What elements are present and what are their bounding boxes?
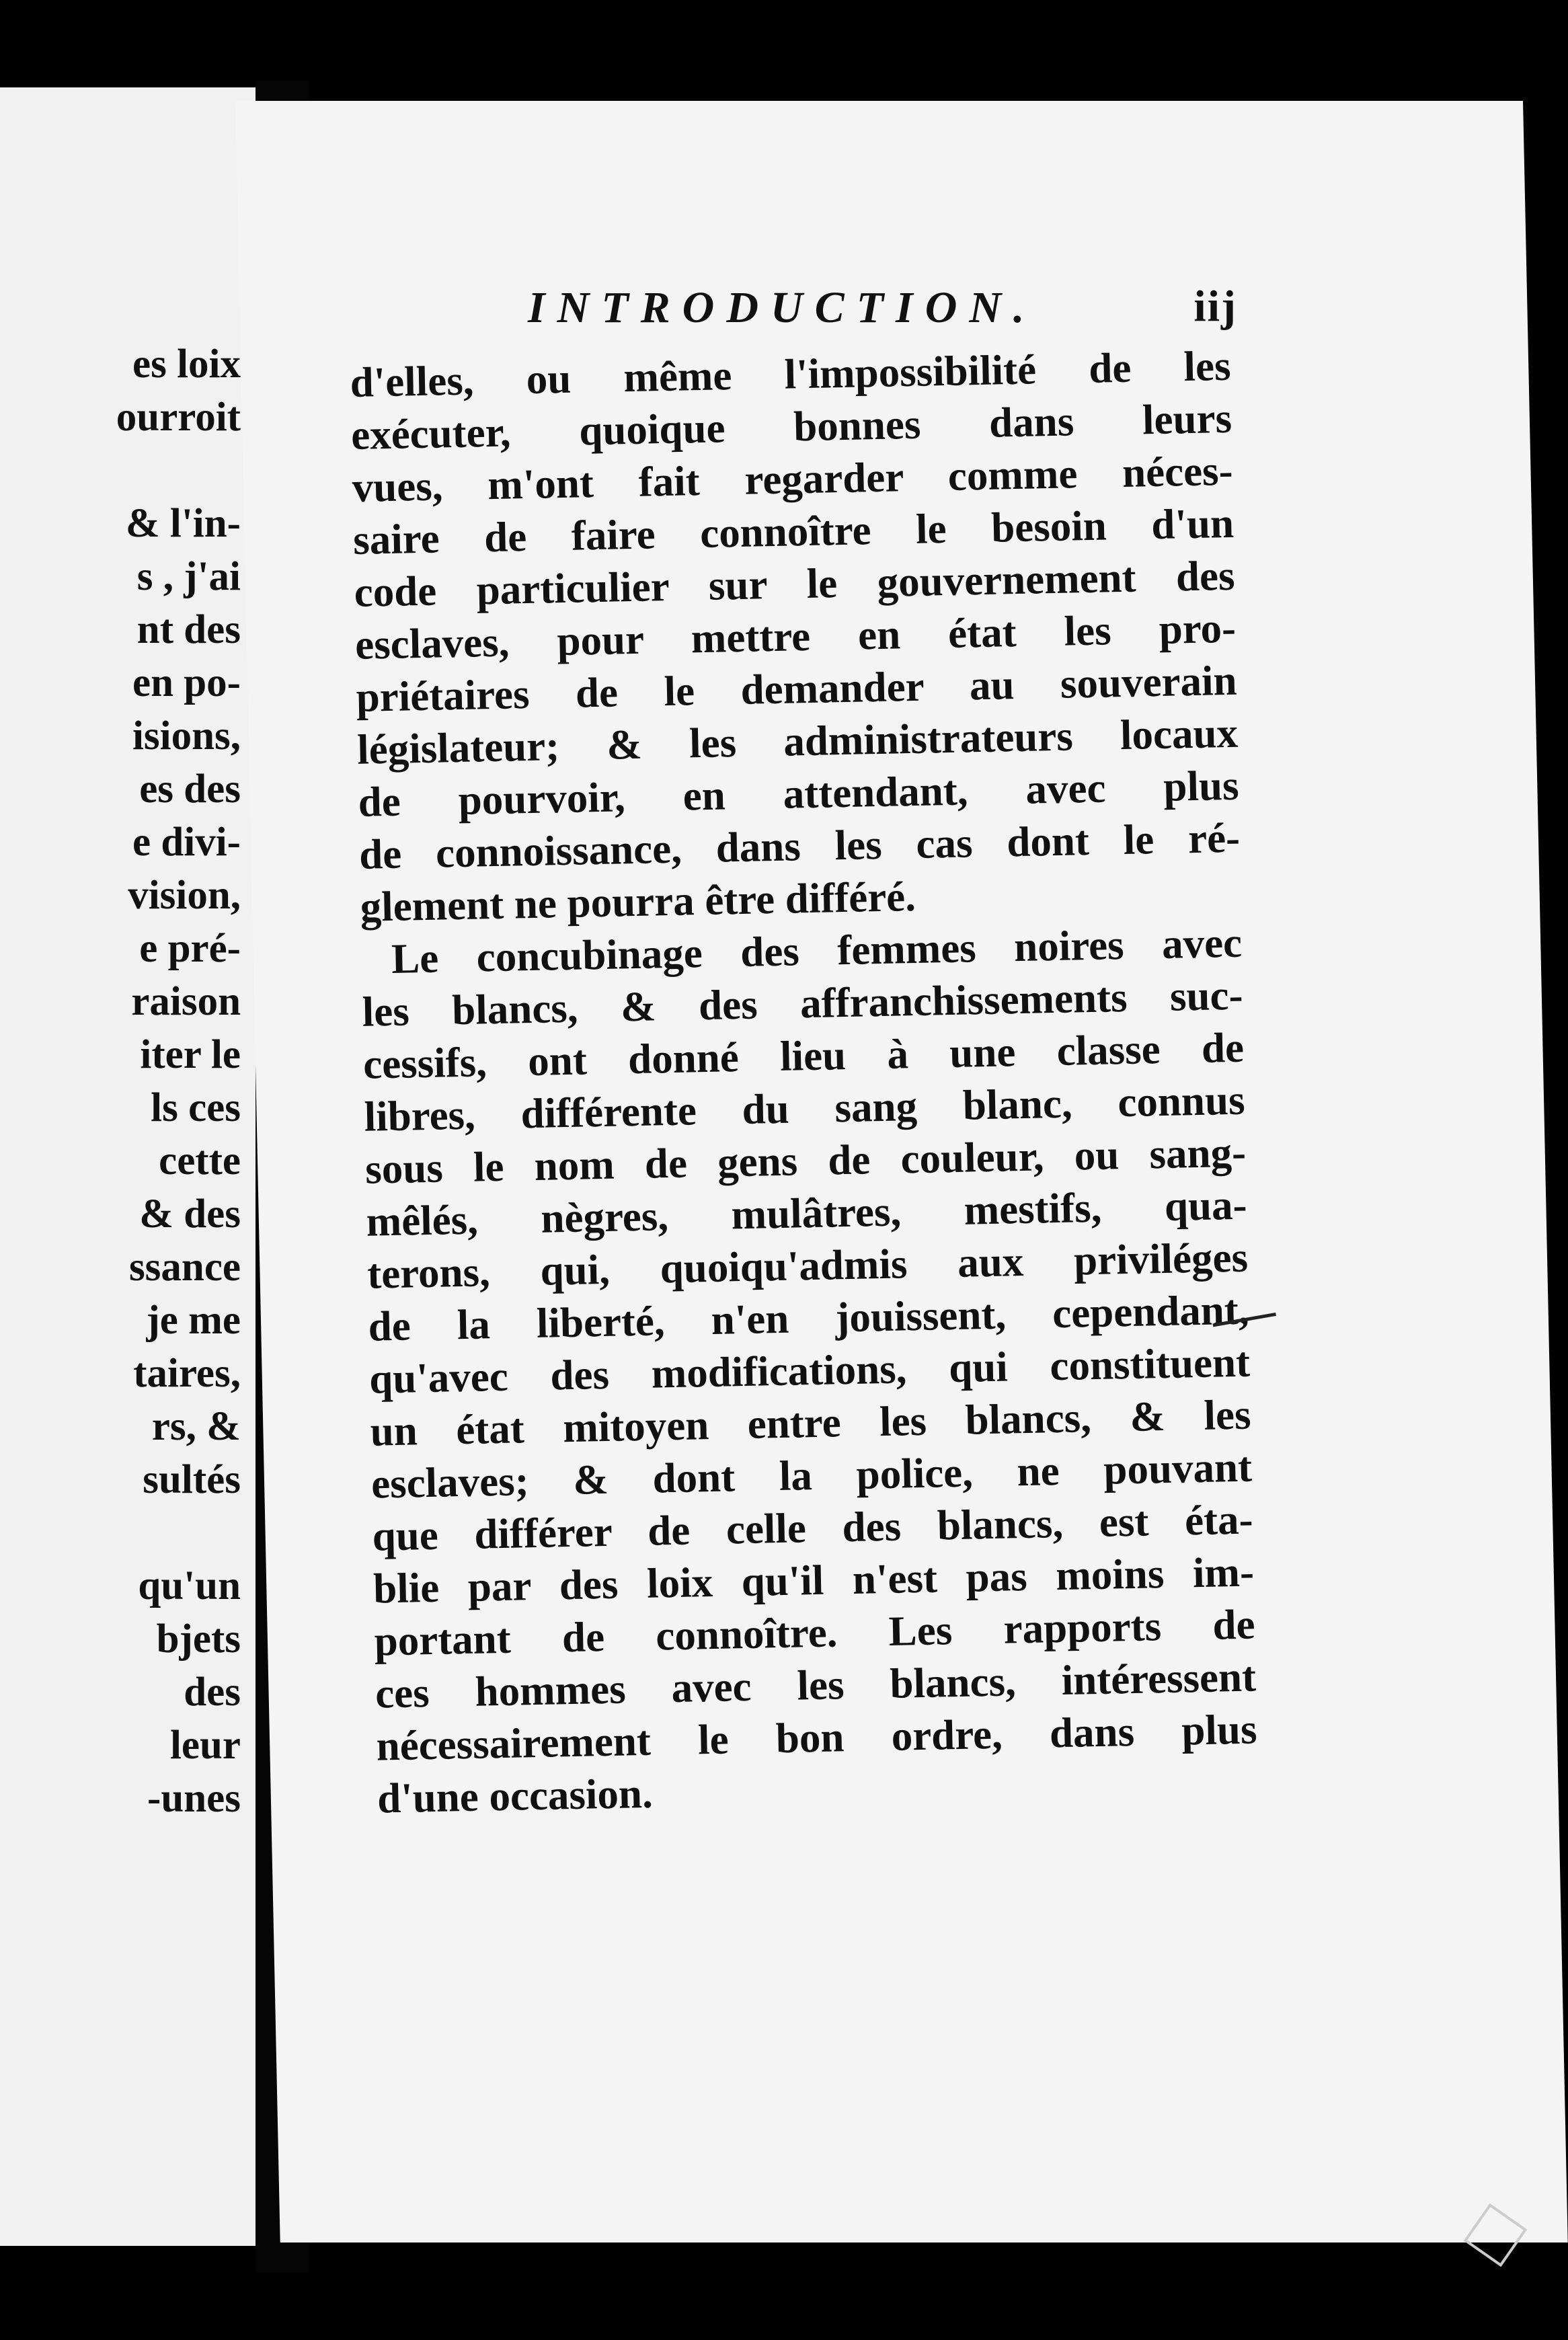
left-line: e pré-	[139, 926, 241, 971]
text-line: esclaves; & dont la police, ne pouvant	[370, 1443, 1253, 1508]
left-line: es des	[139, 767, 241, 812]
left-line: taires,	[133, 1351, 241, 1396]
left-line: nt des	[136, 607, 241, 652]
text-line: cessifs, ont donné lieu à une classe de	[362, 1023, 1245, 1088]
left-line: -unes	[147, 1776, 241, 1821]
left-page-fragment	[0, 87, 256, 2246]
left-line: bjets	[156, 1616, 241, 1662]
text-line: priétaires de le demander au souverain	[356, 656, 1238, 721]
left-page-text	[0, 338, 241, 1825]
text-line: saire de faire connoître le besoin d'un	[352, 499, 1234, 563]
text-line: que différer de celle des blancs, est éta-	[372, 1495, 1254, 1560]
left-line	[0, 1506, 241, 1559]
text-line: de pourvoir, en attendant, avec plus	[358, 761, 1240, 826]
left-line: des	[184, 1670, 241, 1715]
text-line: sous le nom de gens de couleur, ou sang-	[364, 1128, 1247, 1193]
left-line: s , j'ai	[136, 554, 241, 599]
left-line: ssance	[128, 1245, 241, 1290]
text-line: de connoissance, dans les cas dont le ré-	[358, 814, 1241, 878]
text-line: vues, m'ont fait regarder comme néces-	[352, 446, 1234, 511]
text-line: mêlés, nègres, mulâtres, mestifs, qua-	[366, 1181, 1248, 1245]
left-line: qu'un	[138, 1563, 241, 1608]
text-line: code particulier sur le gouvernement des	[354, 551, 1236, 616]
left-line: vision,	[128, 873, 241, 918]
text-line: d'une occasion.	[377, 1769, 654, 1822]
running-head-title: INTRODUCTION.	[528, 283, 1037, 332]
text-line: les blancs, & des affranchissements suc-	[362, 971, 1244, 1036]
text-line: blie par des loix qu'il n'est pas moins im-	[373, 1548, 1255, 1612]
body-text	[350, 340, 1259, 1825]
paragraph-start-line: Le concubinage des femmes noires avec	[391, 919, 1243, 982]
text-line: libres, différente du sang blanc, connus	[364, 1076, 1246, 1140]
left-line: sultés	[143, 1457, 241, 1502]
text-line: qu'avec des modifications, qui constituent	[368, 1338, 1251, 1403]
left-line: & des	[139, 1192, 241, 1237]
text-line: un état mitoyen entre les blancs, & les	[370, 1391, 1252, 1455]
text-line: législateur; & les administrateurs locaux	[356, 709, 1239, 773]
left-line: isions,	[132, 713, 241, 758]
text-line: esclaves, pour mettre en état les pro-	[354, 604, 1237, 668]
page-number: iij	[1193, 282, 1237, 331]
left-line: je me	[146, 1298, 241, 1343]
left-line: rs, &	[151, 1404, 241, 1449]
text-line: exécuter, quoique bonnes dans leurs	[350, 394, 1232, 459]
text-line: nécessairement le bon ordre, dans plus	[376, 1705, 1258, 1770]
text-line: de la liberté, n'en jouissent, cependant,	[368, 1286, 1250, 1350]
left-line: iter le	[140, 1032, 241, 1077]
text-line: glement ne pourra être différé.	[360, 872, 916, 931]
left-line: en po-	[132, 660, 241, 705]
left-line: e divi-	[132, 820, 241, 865]
left-line: ourroit	[116, 395, 241, 440]
text-line: d'elles, ou même l'impossibilité de les	[350, 342, 1232, 406]
text-line: portant de connoître. Les rapports de	[374, 1600, 1256, 1665]
left-line: leur	[169, 1723, 241, 1768]
running-head	[528, 282, 1237, 336]
left-line: es loix	[132, 342, 241, 387]
left-line	[0, 444, 241, 497]
text-line: terons, qui, quoiqu'admis aux priviléges	[366, 1233, 1249, 1298]
left-line: & l'in-	[125, 501, 241, 546]
left-line: raison	[131, 979, 241, 1024]
left-line: ls ces	[151, 1085, 241, 1130]
left-line: cette	[159, 1138, 241, 1183]
text-line: ces hommes avec les blancs, intéressent	[375, 1653, 1257, 1717]
